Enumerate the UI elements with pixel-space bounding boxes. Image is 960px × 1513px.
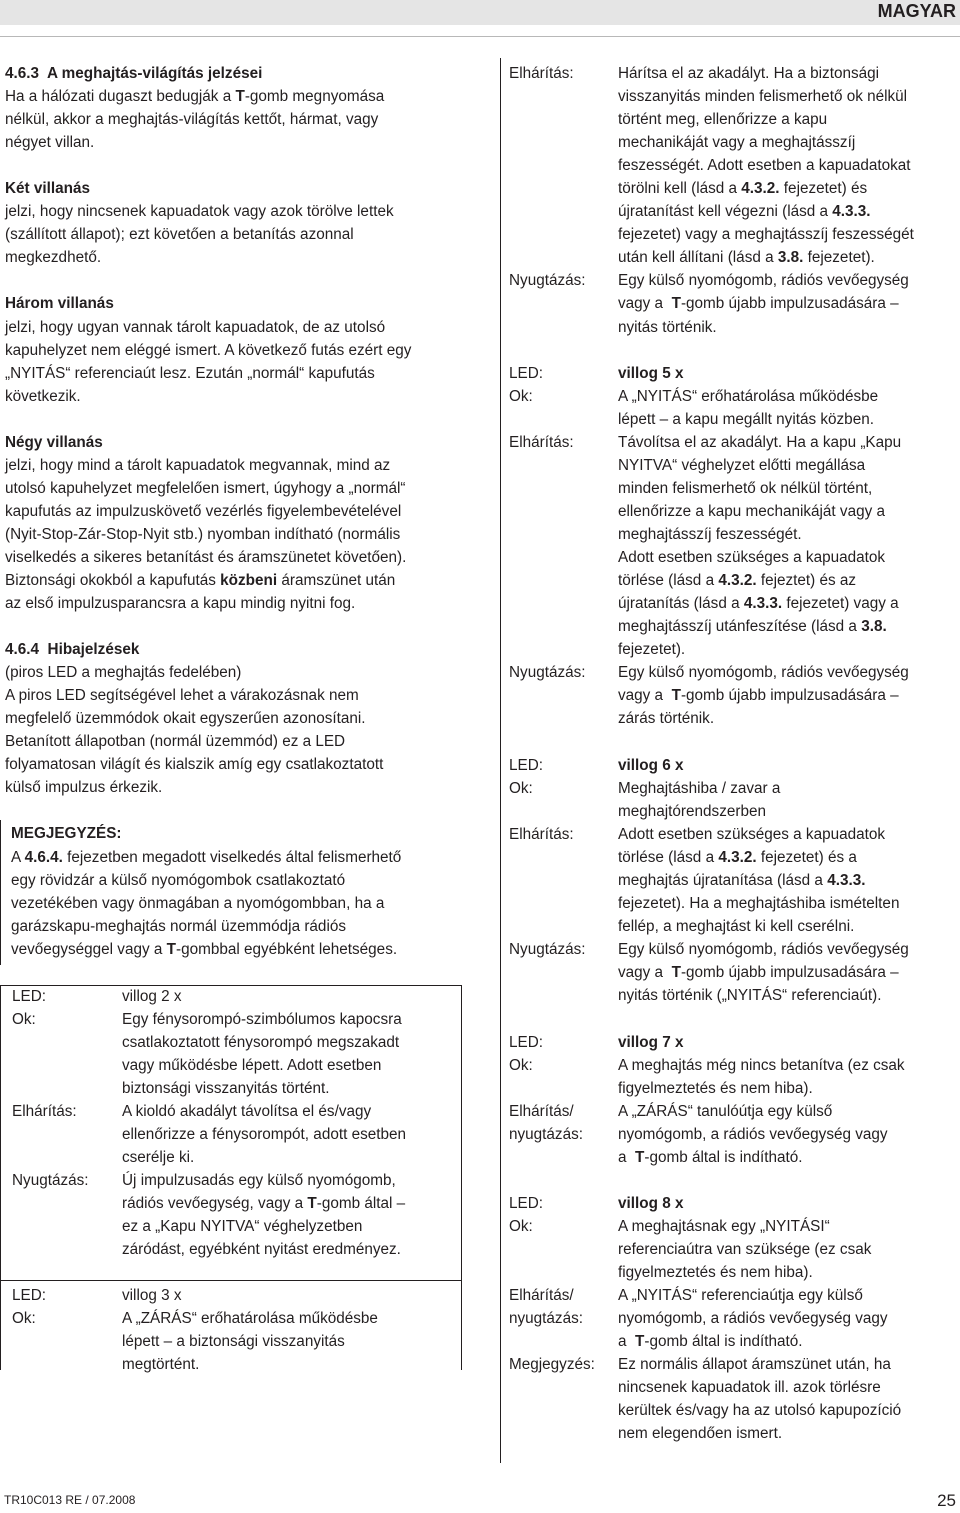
paragraph-line: megkezdhető. (5, 249, 102, 266)
paragraph-line: folyamatosan világít és kialszik amíg egy csatlakoztatott (5, 756, 384, 773)
cause-line: biztonsági visszanyitás történt. (122, 1080, 330, 1097)
cause-line: vagy működésbe lépett. Adott esetben (122, 1057, 382, 1074)
cause-line: meghajtórendszerben (618, 803, 766, 820)
cause-line: figyelmeztetés és nem hiba). (618, 1264, 813, 1281)
paragraph-line: Biztonsági okokból a kapufutás közbeni áramszünet után (5, 572, 396, 589)
led-label: LED: (509, 1195, 544, 1212)
ack-line: vagy a T-gomb újabb impulzusadására – (618, 687, 899, 704)
cause-label: Ok: (509, 780, 533, 797)
remedy-line: feszességét. Adott esetben a kapuadatokat (618, 157, 911, 174)
remedy-line: újratanítás (lásd a 4.3.3. fejezetet) vagy a (618, 595, 899, 612)
remedy-line: ellenőrizze a kapu mechanikáját vagy a (618, 503, 886, 520)
remedy-line: Hárítsa el az akadályt. Ha a biztonsági (618, 65, 880, 82)
cause-line: csatlakoztatott fénysorompó megszakadt (122, 1034, 400, 1051)
remedy-line: törlése (lásd a 4.3.2. fejezetet) és a (618, 849, 857, 866)
paragraph-line: az első impulzusparancsra a kapu mindig nyitni fog. (5, 595, 356, 612)
remedy-line: történt meg, ellenőrizze a kapu (618, 111, 828, 128)
cause-line: figyelmeztetés és nem hiba). (618, 1080, 813, 1097)
remedy-label: nyugtázás: (509, 1310, 583, 1327)
paragraph-line: utolsó kapuhelyzet megfelelően ismert, úgyhogy a „normál“ (5, 480, 406, 497)
remedy-label: Elhárítás: (509, 65, 574, 82)
remedy-line: visszanyitás minden felismerhető ok nélkül (618, 88, 908, 105)
remedy-line: törölni kell (lásd a 4.3.2. fejezetet) és (618, 180, 868, 197)
note-line: nem elegendően ismert. (618, 1425, 783, 1442)
ack-line: zárás történik. (618, 710, 715, 727)
paragraph-line: következik. (5, 388, 81, 405)
remedy-line: meghajtásszíj utánfeszítése (lásd a 3.8. (618, 618, 887, 635)
cause-label: Ok: (509, 388, 533, 405)
left-margin-rule (0, 820, 1, 965)
ack-label: Nyugtázás: (12, 1172, 89, 1189)
remedy-line: Távolítsa el az akadályt. Ha a kapu „Kapu (618, 434, 902, 451)
table-right-rule (461, 985, 462, 1370)
paragraph-line: (piros LED a meghajtás fedelében) (5, 664, 242, 681)
paragraph-line: jelzi, hogy nincsenek kapuadatok vagy azok törölve lettek (5, 203, 394, 220)
led-label: LED: (12, 988, 47, 1005)
ack-line: Egy külső nyomógomb, rádiós vevőegység (618, 941, 909, 958)
table-divider-rule (0, 1280, 462, 1281)
paragraph-line: jelzi, hogy mind a tárolt kapuadatok megvannak, mind az (5, 457, 391, 474)
cause-label: Ok: (509, 1218, 533, 1235)
note-line: A 4.6.4. fejezetben megadott viselkedés által felismerhető (11, 849, 402, 866)
ack-line: ez a „Kapu NYITVA“ véghelyzetben (122, 1218, 363, 1235)
remedy-line: NYITVA“ véghelyzet előtti megállása (618, 457, 866, 474)
led-value: villog 5 x (618, 365, 684, 382)
column-divider (500, 58, 501, 1463)
ack-line: nyitás történik. (618, 319, 717, 336)
subheading: Két villanás (5, 180, 91, 197)
cause-line: A „ZÁRÁS“ erőhatárolása működésbe (122, 1310, 378, 1327)
remedy-line: újratanítást kell végezni (lásd a 4.3.3. (618, 203, 871, 220)
remedy-line: után kell állítani (lásd a 3.8. fejezetet). (618, 249, 875, 266)
remedy-line: Adott esetben szükséges a kapuadatok (618, 826, 886, 843)
paragraph-line: négyet villan. (5, 134, 95, 151)
led-value: villog 6 x (618, 757, 684, 774)
ack-line: Egy külső nyomógomb, rádiós vevőegység (618, 272, 909, 289)
document-code: TR10C013 RE / 07.2008 (4, 1493, 136, 1507)
section-heading: 4.6.3 A meghajtás-világítás jelzései (5, 65, 263, 82)
led-value: villog 7 x (618, 1034, 684, 1051)
remedy-line: a T-gomb által is indítható. (618, 1333, 803, 1350)
note-line: vezetékében vagy önmagában a nyomógombban, ha a (11, 895, 385, 912)
remedy-line: nyomógomb, a rádiós vevőegység vagy (618, 1310, 888, 1327)
paragraph-line: (Nyit-Stop-Zár-Stop-Nyit stb.) nyomban indítható (normális (5, 526, 401, 543)
remedy-line: nyomógomb, a rádiós vevőegység vagy (618, 1126, 888, 1143)
led-value: villog 2 x (122, 988, 182, 1005)
paragraph-line: „NYITÁS“ referenciaút lesz. Ezután „normál“ kapufutás (5, 365, 375, 382)
ack-line: nyitás történik („NYITÁS“ referenciaút). (618, 987, 882, 1004)
cause-line: A meghajtásnak egy „NYITÁSI“ (618, 1218, 830, 1235)
ack-label: Nyugtázás: (509, 941, 586, 958)
table-top-rule (0, 985, 462, 986)
paragraph-line: jelzi, hogy ugyan vannak tárolt kapuadatok, de az utolsó (5, 319, 386, 336)
remedy-line: fellép, a meghajtást ki kell cserélni. (618, 918, 855, 935)
ack-line: rádiós vevőegység, vagy a T-gomb által – (122, 1195, 406, 1212)
paragraph-line: Betanított állapotban (normál üzemmód) ez a LED (5, 733, 346, 750)
remedy-line: cserélje ki. (122, 1149, 195, 1166)
remedy-line: törlése (lásd a 4.3.2. fejeztet) és az (618, 572, 857, 589)
remedy-label: nyugtázás: (509, 1126, 583, 1143)
cause-line: Egy fénysorompó-szimbólumos kapocsra (122, 1011, 402, 1028)
page-number: 25 (937, 1491, 956, 1510)
remedy-label: Elhárítás/ (509, 1103, 574, 1120)
ack-label: Nyugtázás: (509, 272, 586, 289)
paragraph-line: A piros LED segítségével lehet a várakozásnak nem (5, 687, 359, 704)
cause-line: referenciaútra van szüksége (ez csak (618, 1241, 872, 1258)
remedy-line: A „ZÁRÁS“ tanulóútja egy külső (618, 1103, 833, 1120)
remedy-label: Elhárítás: (509, 434, 574, 451)
cause-label: Ok: (509, 1057, 533, 1074)
remedy-line: minden felismerhető ok nélkül történt, (618, 480, 873, 497)
cause-line: lépett – a kapu megállt nyitás közben. (618, 411, 874, 428)
note-line: garázskapu-meghajtás normál üzemmódja rádiós (11, 918, 346, 935)
remedy-label: Elhárítás: (509, 826, 574, 843)
remedy-line: A „NYITÁS“ referenciaútja egy külső (618, 1287, 863, 1304)
paragraph-line: kapuhelyzet nem eléggé ismert. A következő futás ezért egy (5, 342, 412, 359)
remedy-line: fejezetet). Ha a meghajtáshiba ismételten (618, 895, 900, 912)
remedy-line: fejezetet). (618, 641, 686, 658)
ack-line: záródást, egyébként nyitást eredményez. (122, 1241, 401, 1258)
remedy-line: ellenőrizze a fénysorompót, adott esetben (122, 1126, 407, 1143)
led-value: villog 8 x (618, 1195, 684, 1212)
remedy-line: a T-gomb által is indítható. (618, 1149, 803, 1166)
remedy-line: Adott esetben szükséges a kapuadatok (618, 549, 886, 566)
led-label: LED: (509, 757, 544, 774)
paragraph-line: (szállított állapot); ezt követően a betanítás azonnal (5, 226, 354, 243)
remedy-line: mechanikáját vagy a meghajtásszíj (618, 134, 856, 151)
paragraph-line: megfelelő üzemmódok okait egyszerűen azonosítani. (5, 710, 366, 727)
led-label: LED: (509, 1034, 544, 1051)
note-line: vevőegységgel vagy a T-gombbal egyébként lehetséges. (11, 941, 398, 958)
cause-line: A meghajtás még nincs betanítva (ez csak (618, 1057, 905, 1074)
paragraph-line: külső impulzus érkezik. (5, 779, 163, 796)
cause-label: Ok: (12, 1310, 36, 1327)
note-line: kerültek és/vagy ha az utolsó kapupozíció (618, 1402, 902, 1419)
cause-line: Meghajtáshiba / zavar a (618, 780, 781, 797)
remedy-line: A kioldó akadályt távolítsa el és/vagy (122, 1103, 372, 1120)
ack-line: vagy a T-gomb újabb impulzusadására – (618, 295, 899, 312)
note-line: nincsenek kapuadatok ill. azok törlésre (618, 1379, 881, 1396)
cause-label: Ok: (12, 1011, 36, 1028)
cause-line: megtörtént. (122, 1356, 200, 1373)
subheading: Három villanás (5, 295, 114, 312)
language-label: MAGYAR (877, 1, 956, 21)
paragraph-line: nélkül, akkor a meghajtás-világítás kettőt, hármat, vagy (5, 111, 379, 128)
paragraph-line: Ha a hálózati dugaszt bedugják a T-gomb megnyomása (5, 88, 385, 105)
subheading: Négy villanás (5, 434, 103, 451)
led-label: LED: (12, 1287, 47, 1304)
remedy-line: fejezetet) vagy a meghajtásszíj feszességét (618, 226, 914, 243)
remedy-label: Elhárítás/ (509, 1287, 574, 1304)
left-margin-rule-table (0, 985, 1, 1370)
led-value: villog 3 x (122, 1287, 182, 1304)
header-rule (0, 36, 960, 37)
ack-line: Egy külső nyomógomb, rádiós vevőegység (618, 664, 909, 681)
cause-line: A „NYITÁS“ erőhatárolása működésbe (618, 388, 879, 405)
remedy-line: meghajtásszíj feszességét. (618, 526, 802, 543)
cause-line: lépett – a biztonsági visszanyitás (122, 1333, 345, 1350)
note-line: Ez normális állapot áramszünet után, ha (618, 1356, 891, 1373)
ack-line: Új impulzusadás egy külső nyomógomb, (122, 1172, 396, 1189)
led-label: LED: (509, 365, 544, 382)
remedy-line: meghajtás újratanítása (lásd a 4.3.3. (618, 872, 866, 889)
remedy-label: Elhárítás: (12, 1103, 77, 1120)
ack-label: Nyugtázás: (509, 664, 586, 681)
language-header-bar (0, 0, 960, 25)
section-heading: 4.6.4 Hibajelzések (5, 641, 140, 658)
note-label: Megjegyzés: (509, 1356, 595, 1373)
note-heading: MEGJEGYZÉS: (11, 825, 122, 842)
paragraph-line: kapufutás az impulzuskövető vezérlés figyelembevételével (5, 503, 402, 520)
ack-line: vagy a T-gomb újabb impulzusadására – (618, 964, 899, 981)
note-line: egy rövidzár a külső nyomógombok csatlakoztató (11, 872, 346, 889)
paragraph-line: viselkedés a sikeres betanítást és áramszünetet követően). (5, 549, 407, 566)
